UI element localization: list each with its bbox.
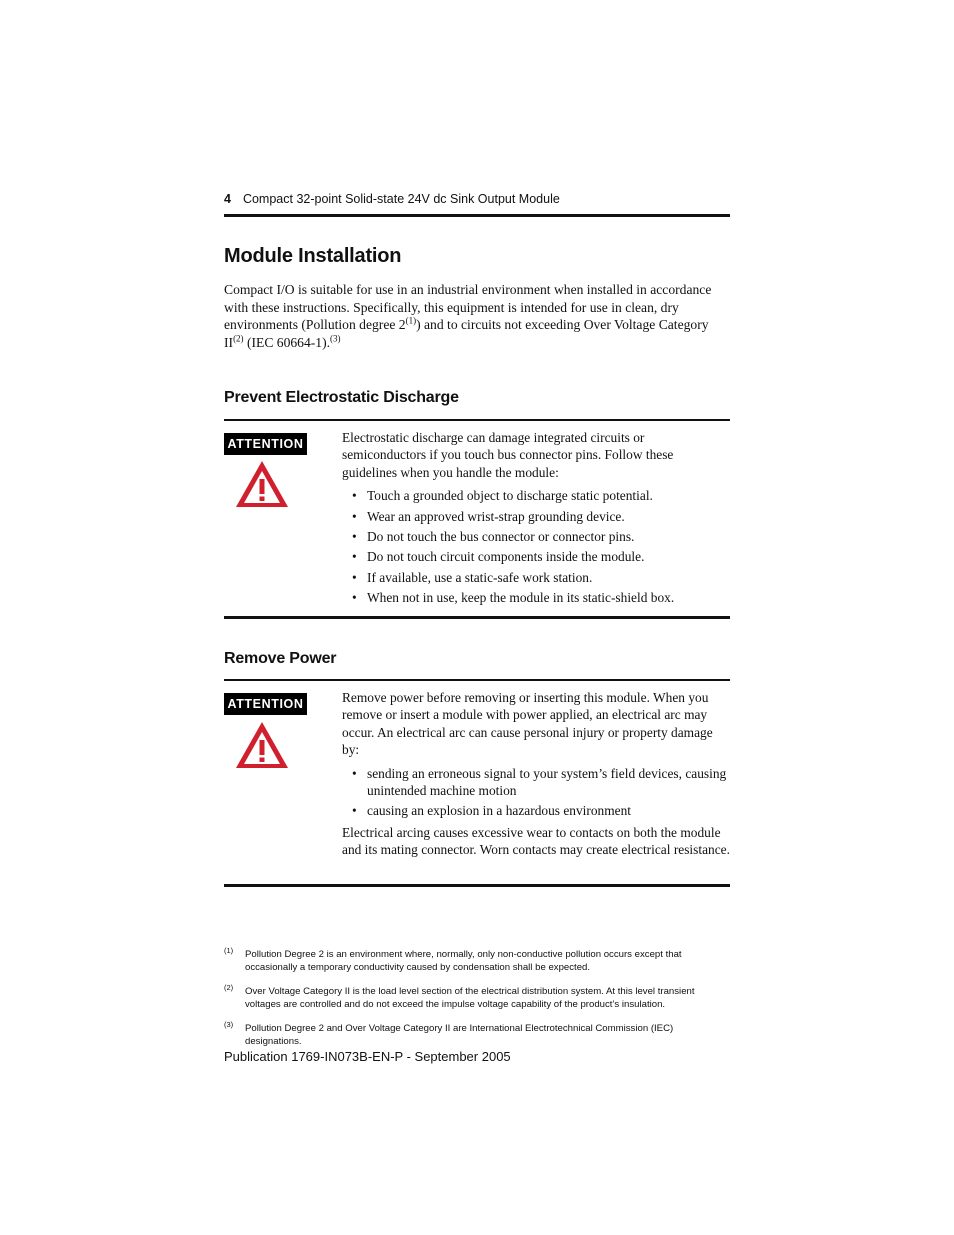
list-item: • Touch a grounded object to discharge static potential. (352, 488, 653, 504)
header-title: Compact 32-point Solid-state 24V dc Sink Output Module (242, 192, 560, 206)
power-closing-paragraph: Electrical arcing causes excessive wear to contacts on both the module and its mating connector. Worn contacts may create electrical resistance. (342, 824, 730, 858)
esd-bottom-rule (224, 616, 730, 619)
esd-top-rule (224, 419, 730, 421)
esd-attention-text (342, 429, 730, 607)
intro-text-1: Compact I/O is suitable for use in an industrial environment when installed in accordance with these instructions. Specifically, this equipment is intended for use in clean, dry environments (Pollution degree 2 (224, 282, 712, 332)
footnote-1 (224, 948, 730, 974)
footnote-ref-3[interactable]: (3) (330, 332, 341, 343)
footnote-2 (224, 985, 730, 1011)
list-item: • sending an erroneous signal to your system’s field devices, causing unintended machine motion (352, 765, 727, 799)
list-item: • causing an explosion in a hazardous environment (352, 803, 632, 819)
attention-badge: ATTENTION (224, 433, 307, 455)
running-header (224, 192, 730, 206)
section-heading-esd: Prevent Electrostatic Discharge (224, 389, 459, 406)
intro-text-2: ) and to circuits not exceeding Over Voltage Category II (224, 317, 709, 350)
footnote-ref-2[interactable]: (2) (233, 332, 244, 343)
power-paragraph: Remove power before removing or inserting this module. When you remove or insert a module with power applied, an electrical arc may occur. An electrical arc can cause personal injury or property damage by: (342, 690, 713, 758)
footnote-ref-1[interactable]: (1) (405, 315, 417, 326)
footnote-3 (224, 1022, 730, 1048)
list-item: • Do not touch the bus connector or connector pins. (352, 529, 635, 545)
attention-badge: ATTENTION (224, 693, 307, 715)
esd-paragraph: Electrostatic discharge can damage integrated circuits or semiconductors if you touch bus connector pins. Follow these guidelines when you handle the module: (342, 430, 674, 480)
power-hazards-list (342, 765, 730, 820)
footnote-text: Over Voltage Category II is the load level section of the electrical distribution system. At this level transient voltages are controlled and do not exceed the impulse voltage capability of the product’s insulation. (245, 986, 695, 1010)
section-heading-remove-power: Remove Power (224, 650, 337, 667)
list-item: • Do not touch circuit components inside the module. (352, 549, 645, 565)
footnote-mark: (1) (224, 946, 234, 955)
warning-triangle-icon (234, 459, 290, 509)
warning-triangle-icon (234, 720, 290, 770)
header-rule (224, 214, 730, 217)
esd-guidelines-list (342, 487, 730, 606)
footnote-mark: (2) (224, 983, 234, 992)
page-title: Module Installation (224, 245, 402, 267)
footnote-text: Pollution Degree 2 and Over Voltage Category II are International Electrotechnical Commission (IEC) designations. (245, 1023, 674, 1047)
power-top-rule (224, 679, 730, 681)
power-bottom-rule (224, 884, 730, 887)
footnote-mark: (3) (224, 1020, 234, 1029)
list-item: • When not in use, keep the module in its static-shield box. (352, 590, 675, 606)
list-item: • If available, use a static-safe work station. (352, 569, 593, 585)
list-item: • Wear an approved wrist-strap grounding device. (352, 508, 625, 524)
publication-footer: Publication 1769-IN073B-EN-P - September 2005 (224, 1049, 511, 1064)
page-number: 4 (224, 192, 231, 206)
intro-paragraph (224, 281, 724, 351)
intro-text-3: (IEC 60664-1). (243, 334, 331, 350)
footnote-text: Pollution Degree 2 is an environment where, normally, only non-conductive pollution occurs except that occasionally a temporary conductivity caused by condensation shall be expected. (245, 949, 682, 973)
power-attention-text (342, 689, 730, 859)
